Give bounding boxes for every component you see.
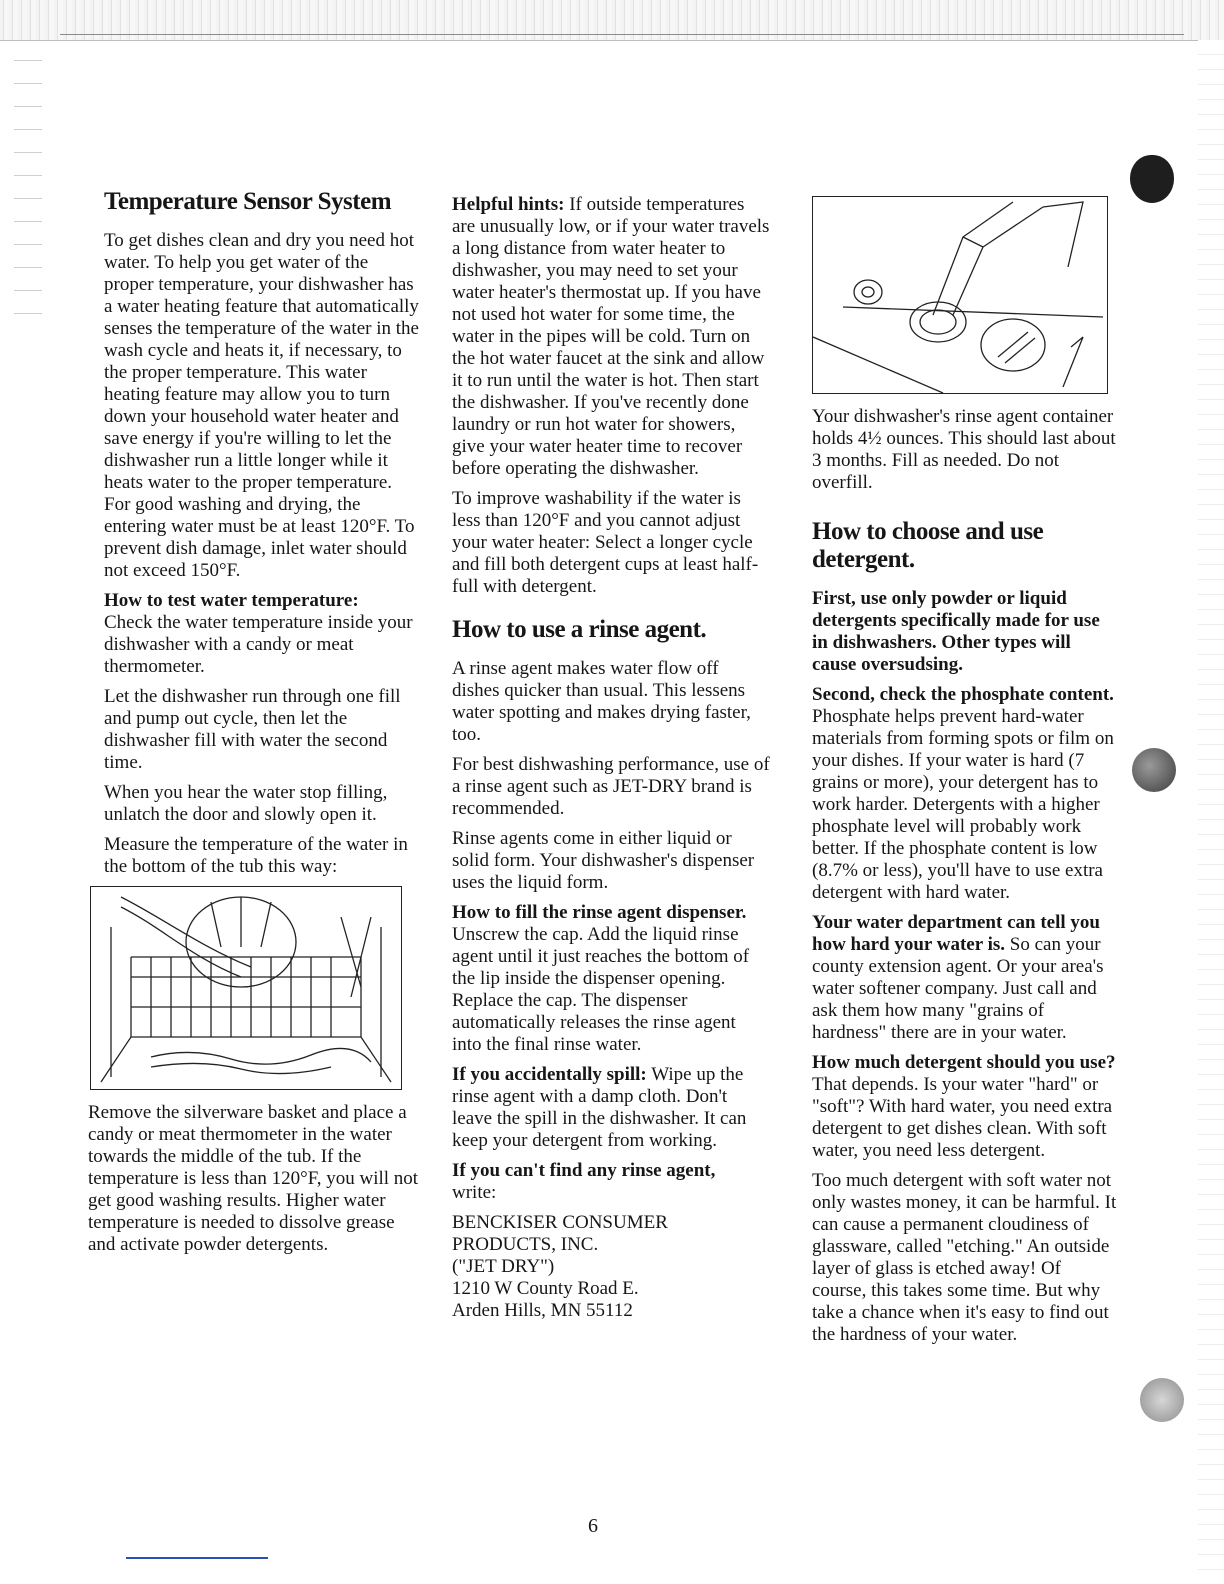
figure-caption: Your dishwasher's rinse agent container holds 4½ ounces. This should last about 3 months. Fill as needed. Do not overfill.: [812, 406, 1116, 493]
lead-second: Second, check the phosphate content.: [812, 684, 1114, 705]
section-tab-marker: [1140, 1378, 1184, 1422]
body-fill-dispenser: Unscrew the cap. Add the liquid rinse agent until it just reaches the bottom of the lip inside the dispenser opening. Replace the cap. The dispenser automatically releases the rinse agent into the final rinse water.: [452, 924, 750, 1055]
dishwasher-rack-drawing: [91, 887, 401, 1089]
dishwasher-rack-illustration: [90, 886, 402, 1090]
scan-top-band: [0, 0, 1224, 41]
paragraph-cant-find: [452, 1160, 770, 1204]
paragraph-helpful-hints: [452, 194, 770, 480]
column-3: [812, 196, 1118, 1354]
paragraph: To get dishes clean and dry you need hot water. To help you get water of the proper temperature, your dishwasher has a water heating feature that automatically senses the temperature of the water in the wash cycle and heats it, if necessary, to the proper temperature. This water heating feature may allow you to turn down your household water heater and save energy if you're willing to let the dishwasher run a little longer while it heats water to the proper temperature. For good washing and drying, the entering water must be at least 120°F. To prevent dish damage, inlet water should not exceed 150°F.: [104, 230, 419, 581]
body-test-temperature: Check the water temperature inside your dishwasher with a candy or meat thermometer.: [104, 612, 413, 677]
rinse-dispenser-illustration: [812, 196, 1108, 394]
paragraph: Rinse agents come in either liquid or solid form. Your dishwasher's dispenser uses the liquid form.: [452, 828, 755, 893]
scan-right-edge: [1198, 40, 1224, 1584]
mailing-address: [452, 1212, 770, 1322]
body-second: Phosphate helps prevent hard-water materials from forming spots or film on your dishes. If your water is hard (7 grains or more), your detergent has to work harder. Detergents with a higher phosphate level will probably work better. If the phosphate content is low (8.7% or less), you'll have to use extra detergent with hard water.: [812, 706, 1114, 903]
lead-how-much: How much detergent should you use?: [812, 1052, 1116, 1073]
paragraph: Too much detergent with soft water not only wastes money, it can be harmful. It can cause a permanent cloudiness of glassware, called "etching." An outside layer of glass is etched away! Of course, this takes some time. But why take a chance when it's easy to find out the hardness of your water.: [812, 1170, 1117, 1345]
paragraph: Remove the silverware basket and place a candy or meat thermometer in the water towards the middle of the tub. If the temperature is less than 120°F, you will not get good washing results. Higher water temperature is needed to dissolve grease and activate powder detergents.: [88, 1102, 419, 1255]
paragraph-water-department: [812, 912, 1118, 1044]
heading-temperature-sensor: Temperature Sensor System: [104, 188, 392, 215]
paragraph-how-much: [812, 1052, 1118, 1162]
paragraph-test-temperature: [104, 590, 422, 678]
column-1: [88, 188, 422, 1264]
address-line: ("JET DRY"): [452, 1256, 555, 1277]
page-number: 6: [588, 1515, 598, 1537]
lead-cant-find: If you can't find any rinse agent,: [452, 1160, 716, 1181]
lead-helpful-hints: Helpful hints:: [452, 194, 565, 215]
lead-spill: If you accidentally spill:: [452, 1064, 647, 1085]
lead-water-department: Your water department can tell you how hard your water is.: [812, 912, 1100, 955]
heading-rinse-agent: How to use a rinse agent.: [452, 616, 707, 643]
paragraph: To improve washability if the water is less than 120°F and you cannot adjust your water heater: Select a longer cycle and fill both detergent cups at least half-full with detergent.: [452, 488, 759, 597]
paragraph-first: First, use only powder or liquid detergents specifically made for use in dishwashers. Other types will cause oversudsing.: [812, 588, 1100, 675]
body-spill: Wipe up the rinse agent with a damp cloth. Don't leave the spill in the dishwasher. It can keep your detergent from working.: [452, 1064, 747, 1151]
paragraph: For best dishwashing performance, use of a rinse agent such as JET-DRY brand is recommended.: [452, 754, 770, 819]
lead-test-temperature: How to test water temperature:: [104, 590, 359, 611]
heading-detergent: How to choose and use detergent.: [812, 518, 1044, 573]
bottom-rule: [126, 1557, 268, 1559]
rinse-dispenser-drawing: [813, 197, 1107, 393]
column-2: [452, 194, 770, 1322]
scan-left-marks: [14, 60, 54, 660]
section-tab-marker: [1130, 155, 1174, 203]
paragraph: Measure the temperature of the water in the bottom of the tub this way:: [104, 834, 408, 877]
paragraph-fill-dispenser: [452, 902, 770, 1056]
section-tab-marker: [1132, 748, 1176, 792]
address-line: 1210 W County Road E.: [452, 1278, 639, 1299]
paragraph: A rinse agent makes water flow off dishes quicker than usual. This lessens water spotting and makes drying faster, too.: [452, 658, 751, 745]
address-line: BENCKISER CONSUMER: [452, 1212, 668, 1233]
address-line: Arden Hills, MN 55112: [452, 1300, 633, 1321]
lead-fill-dispenser: How to fill the rinse agent dispenser.: [452, 902, 747, 923]
body-cant-find: write:: [452, 1182, 497, 1203]
address-line: PRODUCTS, INC.: [452, 1234, 599, 1255]
body-water-department: So can your county extension agent. Or your area's water softener company. Just call and ask them how many "grains of hardness" there are in your water.: [812, 934, 1104, 1043]
body-helpful-hints: If outside temperatures are unusually low, or if your water travels a long distance from water heater to dishwasher, you may need to set your water heater's thermostat up. If you have not used hot water for some time, the water in the pipes will be cold. Turn on the hot water faucet at the sink and allow it to run until the water is hot. Then start the dishwasher. If you've recently done laundry or run hot water for showers, give your water heater time to recover before operating the dishwasher.: [452, 194, 770, 479]
paragraph-spill: [452, 1064, 770, 1152]
paragraph: When you hear the water stop filling, unlatch the door and slowly open it.: [104, 782, 388, 825]
paragraph-second: [812, 684, 1118, 904]
paragraph: Let the dishwasher run through one fill and pump out cycle, then let the dishwasher fill with water the second time.: [104, 686, 401, 773]
body-how-much: That depends. Is your water "hard" or "soft"? With hard water, you need extra detergent to get dishes clean. With soft water, you need less detergent.: [812, 1074, 1113, 1161]
